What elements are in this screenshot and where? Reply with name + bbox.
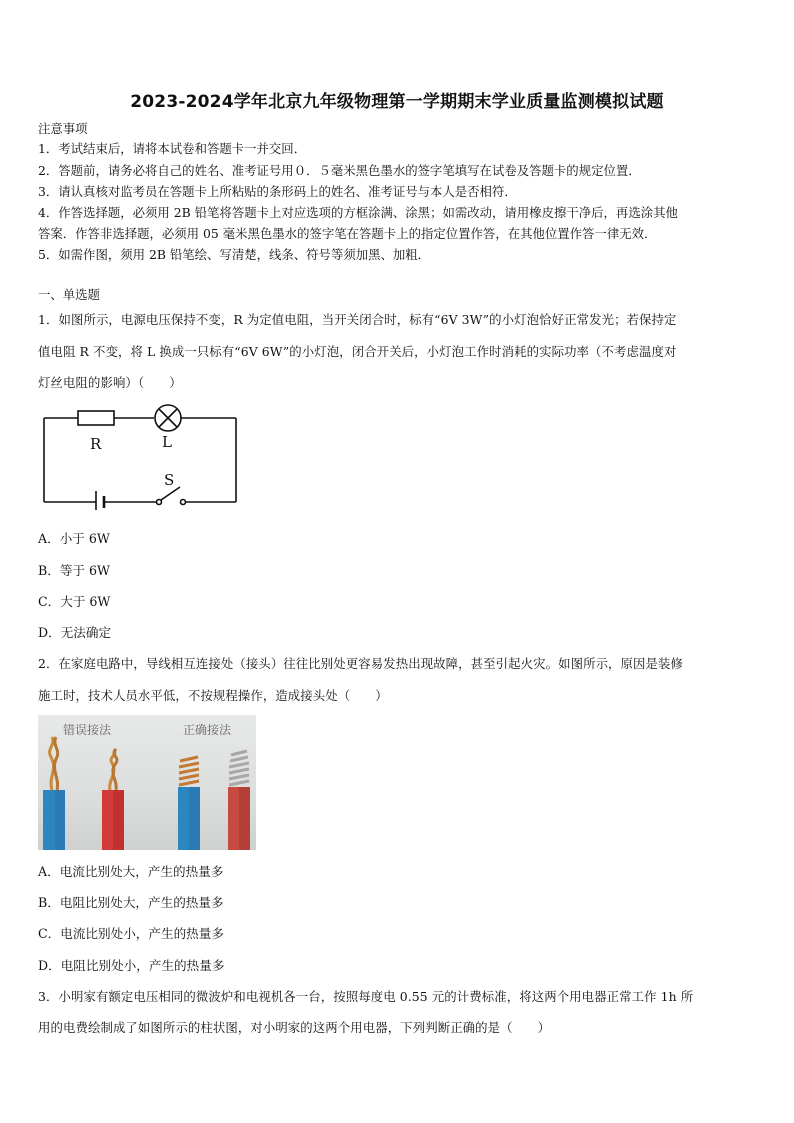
section-heading: 一、单选题 [38, 287, 100, 302]
question-2-text: 2．在家庭电路中，导线相互连接处（接头）往往比别处更容易发热出现故障，甚至引起火灾。如图所示，原因是装修 [38, 656, 684, 671]
option-a: A．电流比别处大，产生的热量多 [38, 864, 224, 879]
notice-item: 2．答题前，请务必将自己的姓名、准考证号用０．５毫米黑色墨水的签字笔填写在试卷及答题卡的规定位置． [38, 163, 641, 178]
notice-item: 3．请认真核对监考员在答题卡上所粘贴的条形码上的姓名、准考证号与本人是否相符． [38, 184, 517, 199]
option-a: A．小于 6W [38, 531, 110, 546]
notice-item: 答案．作答非选择题，必须用 05 毫米黑色墨水的签字笔在答题卡上的指定位置作答，在其他位置作答一律无效． [38, 226, 657, 241]
photo-label-correct: 正确接法 [183, 723, 232, 737]
option-c: C．电流比别处小，产生的热量多 [38, 926, 224, 941]
lamp-label: L [162, 433, 172, 451]
circuit-diagram [38, 398, 248, 510]
photo-label-wrong: 错误接法 [63, 723, 112, 737]
option-d: D．无法确定 [38, 625, 112, 640]
question-1-text: 值电阻 R 不变，将 L 换成一只标有“6V 6W”的小灯泡，闭合开关后，小灯泡工作时消耗的实际功率（不考虑温度对 [38, 344, 677, 359]
question-3-text: 3．小明家有额定电压相同的微波炉和电视机各一台，按照每度电 0.55 元的计费标准，将这两个用电器正常工作 1h 所 [38, 989, 694, 1004]
option-b: B．等于 6W [38, 563, 110, 578]
question-1-text: 1．如图所示，电源电压保持不变，R 为定值电阻，当开关闭合时，标有“6V 3W”的小灯泡恰好正常发光；若保持定 [38, 312, 677, 327]
option-b: B．电阻比别处大，产生的热量多 [38, 895, 224, 910]
wire-joint-photo [38, 715, 256, 850]
notice-heading: 注意事项 [38, 121, 88, 136]
notice-item: 5．如需作图，须用 2B 铅笔绘、写清楚，线条、符号等须加黑、加粗． [38, 247, 431, 262]
switch-label: S [164, 471, 175, 489]
notice-item: 4．作答选择题，必须用 2B 铅笔将答题卡上对应选项的方框涂满、涂黑；如需改动，请用橡皮擦干净后，再选涂其他 [38, 205, 678, 220]
resistor-symbol [78, 411, 114, 425]
notice-item: 1．考试结束后，请将本试卷和答题卡一并交回． [38, 141, 307, 156]
question-1-text: 灯丝电阻的影响）（ ） [38, 375, 182, 390]
page-title: 2023-2024学年北京九年级物理第一学期期末学业质量监测模拟试题 [130, 92, 664, 112]
option-c: C．大于 6W [38, 594, 111, 609]
resistor-label: R [90, 435, 102, 453]
switch-symbol [157, 500, 162, 505]
option-d: D．电阻比别处小，产生的热量多 [38, 958, 225, 973]
question-3-text: 用的电费绘制成了如图所示的柱状图，对小明家的这两个用电器，下列判断正确的是（ ） [38, 1020, 551, 1035]
wires-illustration [38, 715, 256, 850]
question-2-text: 施工时，技术人员水平低，不按规程操作，造成接头处（ ） [38, 688, 388, 703]
